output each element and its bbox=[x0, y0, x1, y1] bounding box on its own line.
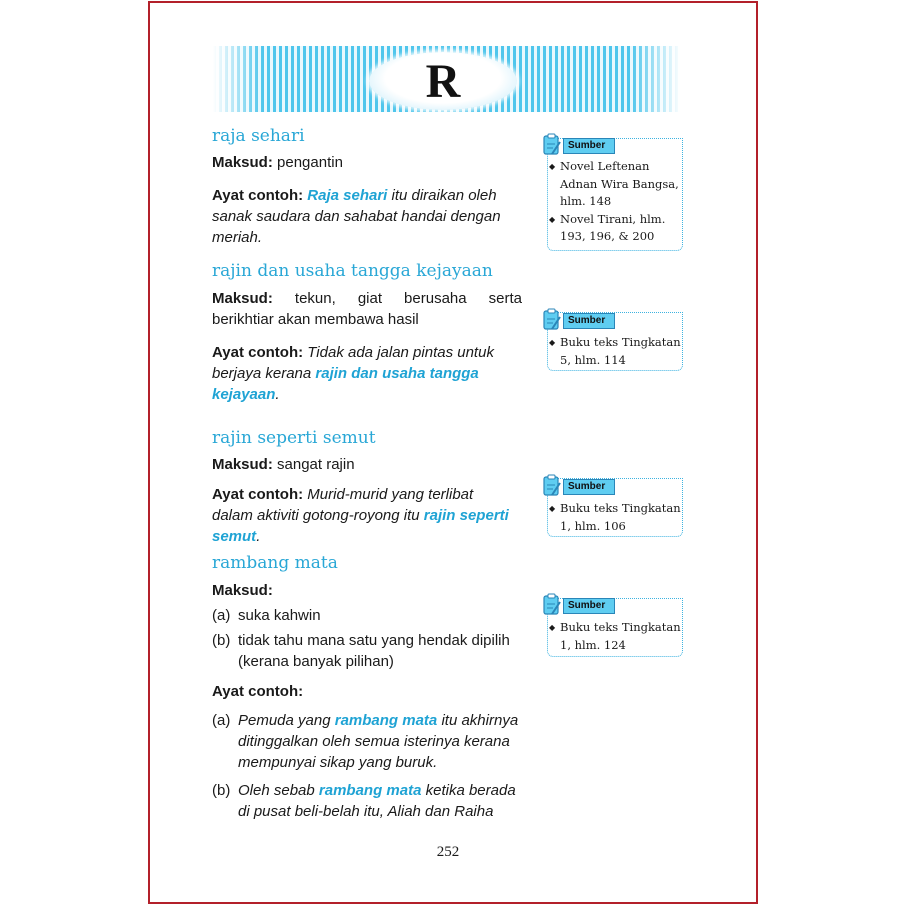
clipboard-icon bbox=[541, 132, 563, 158]
ayat-item: (b) Oleh sebab rambang mata ketika berada bbox=[212, 782, 516, 799]
sumber-tag: Sumber bbox=[563, 479, 615, 495]
source-list bbox=[549, 334, 681, 369]
maksud-item-cont: (kerana banyak pilihan) bbox=[238, 653, 394, 670]
maksud-line: Maksud: tekun, giat berusaha serta bbox=[212, 290, 522, 307]
page-number: 252 bbox=[436, 844, 460, 860]
sumber-tag: Sumber bbox=[563, 313, 615, 329]
ayat-item-cont: ditinggalkan oleh semua isterinya kerana bbox=[238, 733, 510, 750]
clipboard-icon bbox=[541, 592, 563, 618]
ayat-line: meriah. bbox=[212, 229, 263, 246]
entry-title-rajin-dan-usaha: rajin dan usaha tangga kejayaan bbox=[212, 261, 493, 281]
source-list bbox=[549, 158, 679, 246]
ayat-line: Ayat contoh: Murid-murid yang terlibat bbox=[212, 486, 474, 503]
ayat-line: dalam aktiviti gotong-royong itu rajin seperti bbox=[212, 507, 509, 524]
ayat-line: semut. bbox=[212, 528, 261, 545]
clipboard-icon bbox=[541, 307, 563, 333]
source-list bbox=[549, 619, 681, 654]
source-item: ◆ Buku teks Tingkatan 1, hlm. 124 bbox=[549, 619, 681, 654]
maksud-line: berikhtiar akan membawa hasil bbox=[212, 311, 419, 328]
source-item: ◆ Novel Leftenan Adnan Wira Bangsa, hlm. 148 bbox=[549, 158, 679, 211]
maksud-item: (b) tidak tahu mana satu yang hendak dipilih bbox=[212, 632, 510, 649]
source-item: ◆ Buku teks Tingkatan 5, hlm. 114 bbox=[549, 334, 681, 369]
source-item: ◆ Novel Tirani, hlm. 193, 196, & 200 bbox=[549, 211, 679, 246]
ayat-line: sanak saudara dan sahabat handai dengan bbox=[212, 208, 501, 225]
sumber-tag: Sumber bbox=[563, 598, 615, 614]
entry-title-rajin-seperti-semut: rajin seperti semut bbox=[212, 428, 376, 448]
ayat-item-cont: mempunyai sikap yang buruk. bbox=[238, 754, 438, 771]
maksud-line: Maksud: pengantin bbox=[212, 154, 343, 171]
ayat-item-cont: di pusat beli-belah itu, Aliah dan Raiha bbox=[238, 803, 494, 820]
ayat-label: Ayat contoh: bbox=[212, 683, 304, 700]
sumber-tag: Sumber bbox=[563, 138, 615, 154]
section-letter: R bbox=[425, 55, 461, 108]
ayat-line: kejayaan. bbox=[212, 386, 280, 403]
ayat-line: Ayat contoh: Raja sehari itu diraikan oleh bbox=[212, 187, 497, 204]
maksud-label: Maksud: bbox=[212, 582, 273, 599]
clipboard-icon bbox=[541, 473, 563, 499]
source-item: ◆ Buku teks Tingkatan 1, hlm. 106 bbox=[549, 500, 681, 535]
ayat-line: Ayat contoh: Tidak ada jalan pintas untuk bbox=[212, 344, 494, 361]
ayat-item: (a) Pemuda yang rambang mata itu akhirnya bbox=[212, 712, 519, 729]
entry-title-rambang-mata: rambang mata bbox=[212, 553, 338, 573]
ayat-line: berjaya kerana rajin dan usaha tangga bbox=[212, 365, 479, 382]
maksud-line: Maksud: sangat rajin bbox=[212, 456, 355, 473]
entry-title-raja-sehari: raja sehari bbox=[212, 126, 305, 146]
source-list bbox=[549, 500, 681, 535]
maksud-item: (a) suka kahwin bbox=[212, 607, 321, 624]
